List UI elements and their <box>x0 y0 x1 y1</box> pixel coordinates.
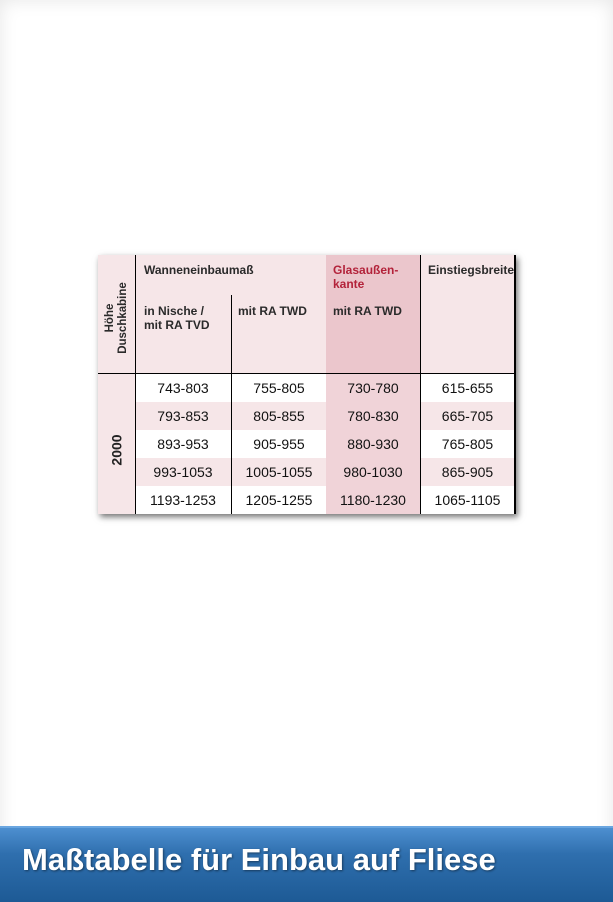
table-cell: 805-855 <box>253 408 305 424</box>
divider <box>514 255 516 514</box>
height-header: Höhe Duschkabine <box>104 282 130 354</box>
sub-header-twd: mit RA TWD <box>238 304 307 318</box>
table-cell: 793-853 <box>157 408 209 424</box>
table-cell: 905-955 <box>253 436 305 452</box>
entry-width-header: Einstiegsbreite <box>428 263 515 277</box>
table-cell: 1005-1055 <box>245 464 313 480</box>
table-cell: 865-905 <box>441 464 494 480</box>
table-cell: 1205-1255 <box>245 492 313 508</box>
table-cell: 980-1030 <box>343 464 403 480</box>
table-cell: 880-930 <box>347 436 399 452</box>
table-cell: 1180-1230 <box>340 492 406 508</box>
table-cell: 665-705 <box>441 408 494 424</box>
dimension-table <box>98 255 516 514</box>
sub-header-glass-twd: mit RA TWD <box>333 304 402 318</box>
table-cell: 893-953 <box>157 436 209 452</box>
table-cell: 765-805 <box>441 436 494 452</box>
table-cell: 743-803 <box>157 380 209 396</box>
table-cell: 1193-1253 <box>150 492 216 508</box>
table-cell: 615-655 <box>441 380 494 396</box>
table-cell: 755-805 <box>253 380 305 396</box>
table-cell: 1065-1105 <box>434 492 501 508</box>
table-cell: 993-1053 <box>153 464 213 480</box>
height-value: 2000 <box>109 434 125 466</box>
table-cell: 780-830 <box>347 408 399 424</box>
table-cell: 730-780 <box>347 380 399 396</box>
glass-header: Glasaußen- kante <box>333 263 399 291</box>
sub-header-niche: in Nische / mit RA TVD <box>144 304 210 332</box>
banner-title: Maßtabelle für Einbau auf Fliese <box>22 842 496 877</box>
group-header: Wanneneinbaumaß <box>144 263 254 277</box>
